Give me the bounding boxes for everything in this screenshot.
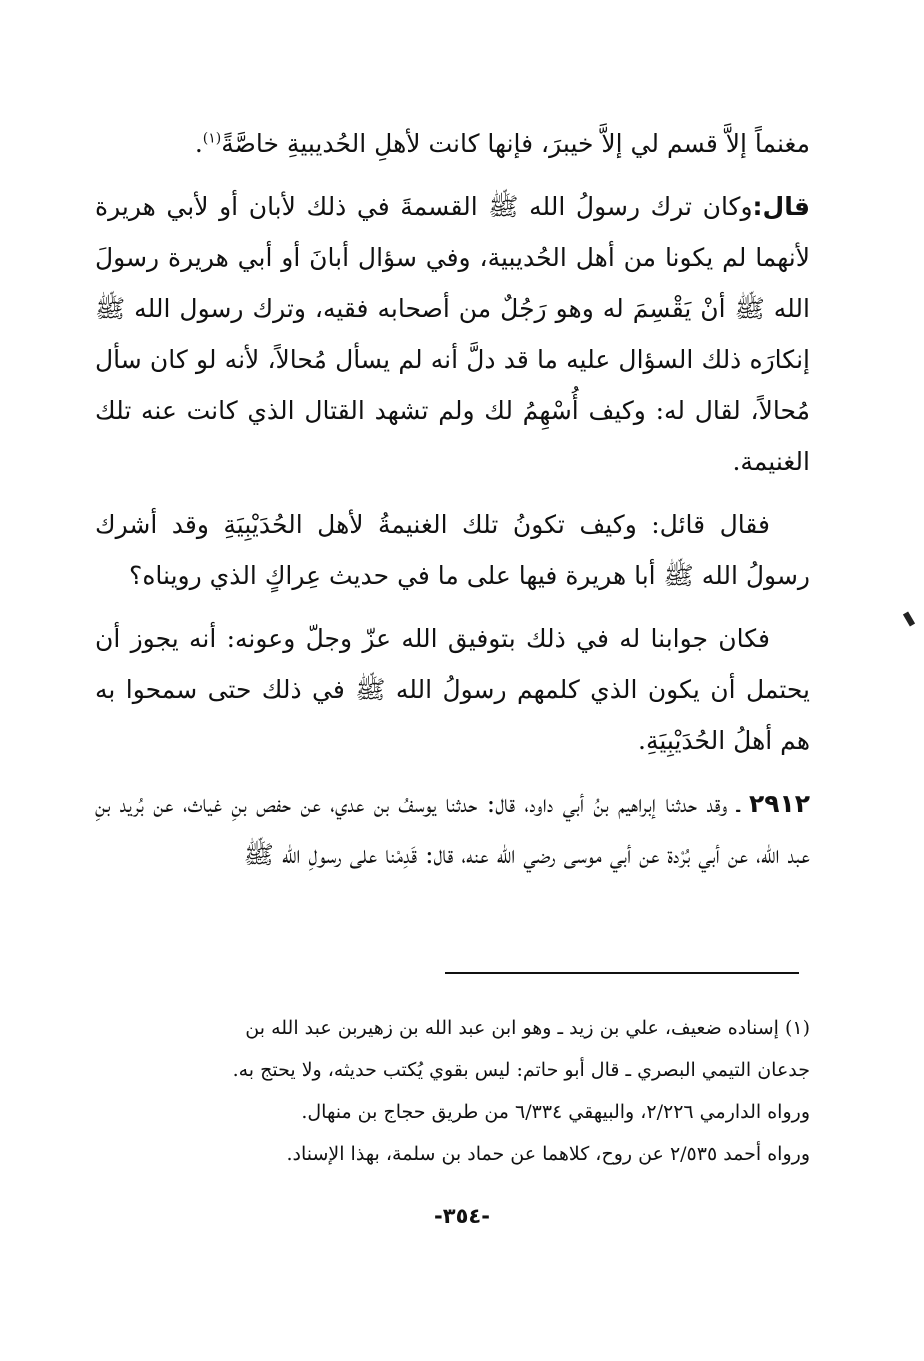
paragraph-2-text: وكان ترك رسولُ الله ﷺ القسمةَ في ذلك لأبان أو لأبي هريرة لأنهما لم يكونا من أهل الحُديبية، وفي سؤال أبانَ أو أبي هريرة رسولَ الله ﷺ أنْ يَقْسِمَ له وهو رَجُلٌ من أصحابه فقيه، وترك رسول الله ﷺ إنكارَه ذلك السؤال عليه ما قد دلَّ أنه لم يسأل مُحالاً، لأنه لو كان سأل مُحالاً، لقال له: وكيف أُسْهِمُ لك ولم تشهد القتال الذي كانت عنه تلك الغنيمة. — [95, 192, 810, 476]
hadith-number: ٢٩١٢ — [748, 789, 811, 818]
footnote-line-1: (١) إسناده ضعيف، علي بن زيد ـ وهو ابن عبد الله بن زهيربن عبد الله بن — [245, 1017, 810, 1039]
paragraph-3: فقال قائل: وكيف تكونُ تلك الغنيمةُ لأهل الحُدَيْبِيَةِ وقد أشرك رسولُ الله ﷺ أبا هريرة فيها على ما في حديث عِراكٍ الذي رويناه؟ — [95, 510, 810, 590]
paragraph-2-lead: قال: — [752, 192, 810, 221]
paragraph-1-text: مغنماً إلاَّ قسم لي إلاَّ خيبرَ، فإنها كانت لأهلِ الحُديبيةِ خاصَّةً — [221, 129, 810, 158]
scan-mark — [903, 611, 915, 626]
paragraph-2 — [95, 181, 810, 487]
footnote-line-3: ورواه الدارمي ٢/٢٢٦، والبيهقي ٦/٣٣٤ من طريق حجاج بن منهال. — [301, 1101, 810, 1123]
page-number: -٣٥٤- — [434, 1204, 490, 1228]
paragraph-1-end: . — [194, 129, 203, 158]
footnote-divider — [445, 972, 799, 974]
main-text — [95, 118, 810, 892]
paragraph-5-text: ـ وقد حدثنا إبراهيم بنُ أبي داود، قال: حدثنا يوسفُ بن عدي، عن حفص بنِ غياث، عن بُريد بنِ عبد الله، عن أبي بُرْدة عن أبي موسى رضي الله عنه، قال: قَدِمْنا على رسولِ الله ﷺ — [95, 789, 810, 869]
footnote-reference[interactable]: (١) — [202, 130, 222, 147]
paragraph-5 — [95, 778, 810, 880]
paragraph-1 — [95, 118, 810, 169]
footnote-line-4: ورواه أحمد ٢/٥٣٥ عن روح، كلاهما عن حماد بن سلمة، بهذا الإسناد. — [286, 1143, 810, 1165]
footnote-line-2: جدعان التيمي البصري ـ قال أبو حاتم: ليس بقوي يُكتب حديثه، ولا يحتج به. — [232, 1059, 810, 1081]
footnotes — [95, 1007, 810, 1175]
paragraph-4: فكان جوابنا له في ذلك بتوفيق الله عزّ وجلّ وعونه: أنه يجوز أن يحتمل أن يكون الذي كلمهم رسولُ الله ﷺ في ذلك حتى سمحوا به هم أهلُ الحُدَيْبِيَةِ. — [95, 624, 810, 755]
